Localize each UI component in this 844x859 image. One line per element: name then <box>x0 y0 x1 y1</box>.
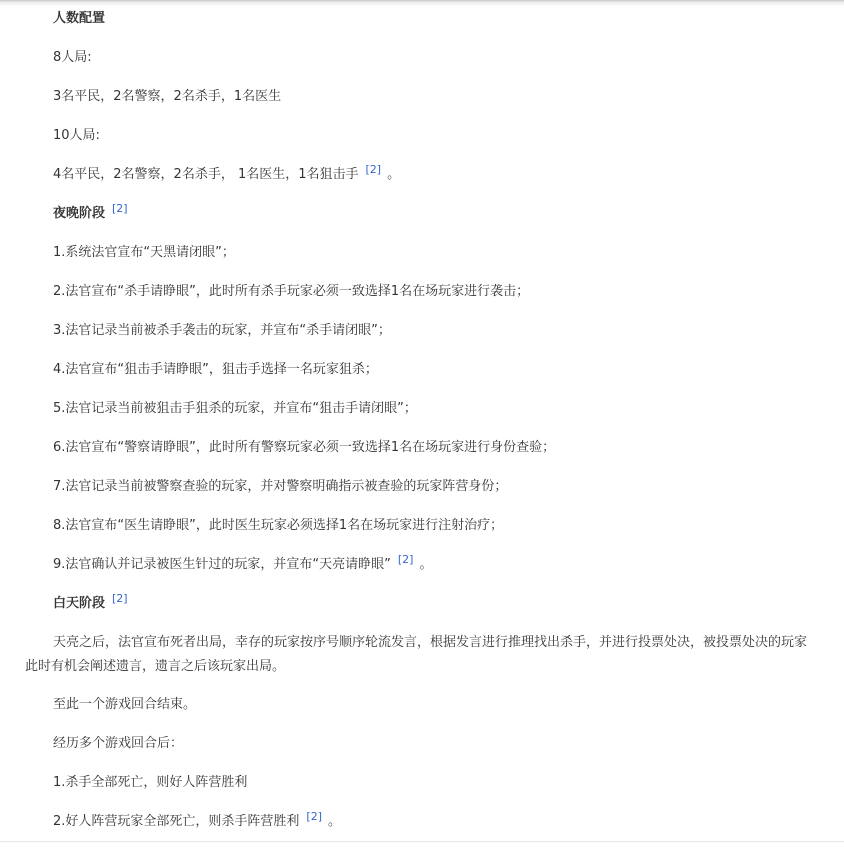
section-heading-night <box>53 204 128 224</box>
sentence-end: 。 <box>387 167 401 182</box>
round-end-text: 至此一个游戏回合结束。 <box>53 697 197 712</box>
night-step: 8.法官宣布“医生请睁眼”，此时医生玩家必须选择1名在场玩家进行注射治疗； <box>53 518 504 533</box>
outcome-item-last <box>53 812 341 832</box>
mode8-label: 8人局: <box>53 50 92 65</box>
top-shadow <box>0 0 844 6</box>
citation-link[interactable]: [2] <box>365 163 382 176</box>
night-step: 4.法官宣布“狙击手请睁眼”，狙击手选择一名玩家狙杀； <box>53 362 378 377</box>
section-heading-day <box>53 594 128 614</box>
section-heading-text: 白天阶段 <box>53 596 106 611</box>
section-heading-text: 人数配置 <box>53 11 106 26</box>
night-step: 5.法官记录当前被狙击手狙杀的玩家，并宣布“狙击手请闭眼”； <box>53 401 417 416</box>
outcome-item: 2.好人阵营玩家全部死亡，则杀手阵营胜利 <box>53 814 300 829</box>
night-step: 3.法官记录当前被杀手袭击的玩家，并宣布“杀手请闭眼”； <box>53 323 391 338</box>
day-paragraph: 天亮之后，法官宣布死者出局，幸存的玩家按序号顺序轮流发言，根据发言进行推理找出杀手，并进行投票处决，被投票处决的玩家此时有机会阐述遗言，遗言之后该玩家出局。 <box>25 635 808 674</box>
night-step: 2.法官宣布“杀手请睁眼”，此时所有杀手玩家必须一致选择1名在场玩家进行袭击； <box>53 284 530 299</box>
bottom-divider <box>0 841 844 842</box>
night-step: 7.法官记录当前被警察查验的玩家，并对警察明确指示被查验的玩家阵营身份； <box>53 479 508 494</box>
night-step: 6.法官宣布“警察请睁眼”，此时所有警察玩家必须一致选择1名在场玩家进行身份查验； <box>53 440 556 455</box>
mode10-roles: 4名平民，2名警察，2名杀手， 1名医生，1名狙击手 <box>53 167 359 182</box>
citation-link[interactable]: [2] <box>112 592 128 605</box>
sentence-end: 。 <box>328 814 342 829</box>
outcome-item: 1.杀手全部死亡，则好人阵营胜利 <box>53 775 248 790</box>
night-step-last <box>53 555 432 575</box>
citation-link[interactable]: [2] <box>112 202 128 215</box>
citation-link[interactable]: [2] <box>306 810 322 823</box>
sentence-end: 。 <box>419 557 433 572</box>
mode8-roles: 3名平民，2名警察，2名杀手，1名医生 <box>53 89 282 104</box>
citation-link[interactable]: [2] <box>397 553 414 566</box>
section-heading-headcount <box>53 9 105 29</box>
mode10-label: 10人局: <box>53 128 100 143</box>
mode10-roles-line <box>53 165 400 185</box>
after-rounds-text: 经历多个游戏回合后： <box>53 736 184 751</box>
night-step: 1.系统法官宣布“天黑请闭眼”； <box>53 245 235 260</box>
night-step: 9.法官确认并记录被医生针过的玩家，并宣布“天亮请睁眼” <box>53 557 391 572</box>
section-heading-text: 夜晚阶段 <box>53 206 106 221</box>
